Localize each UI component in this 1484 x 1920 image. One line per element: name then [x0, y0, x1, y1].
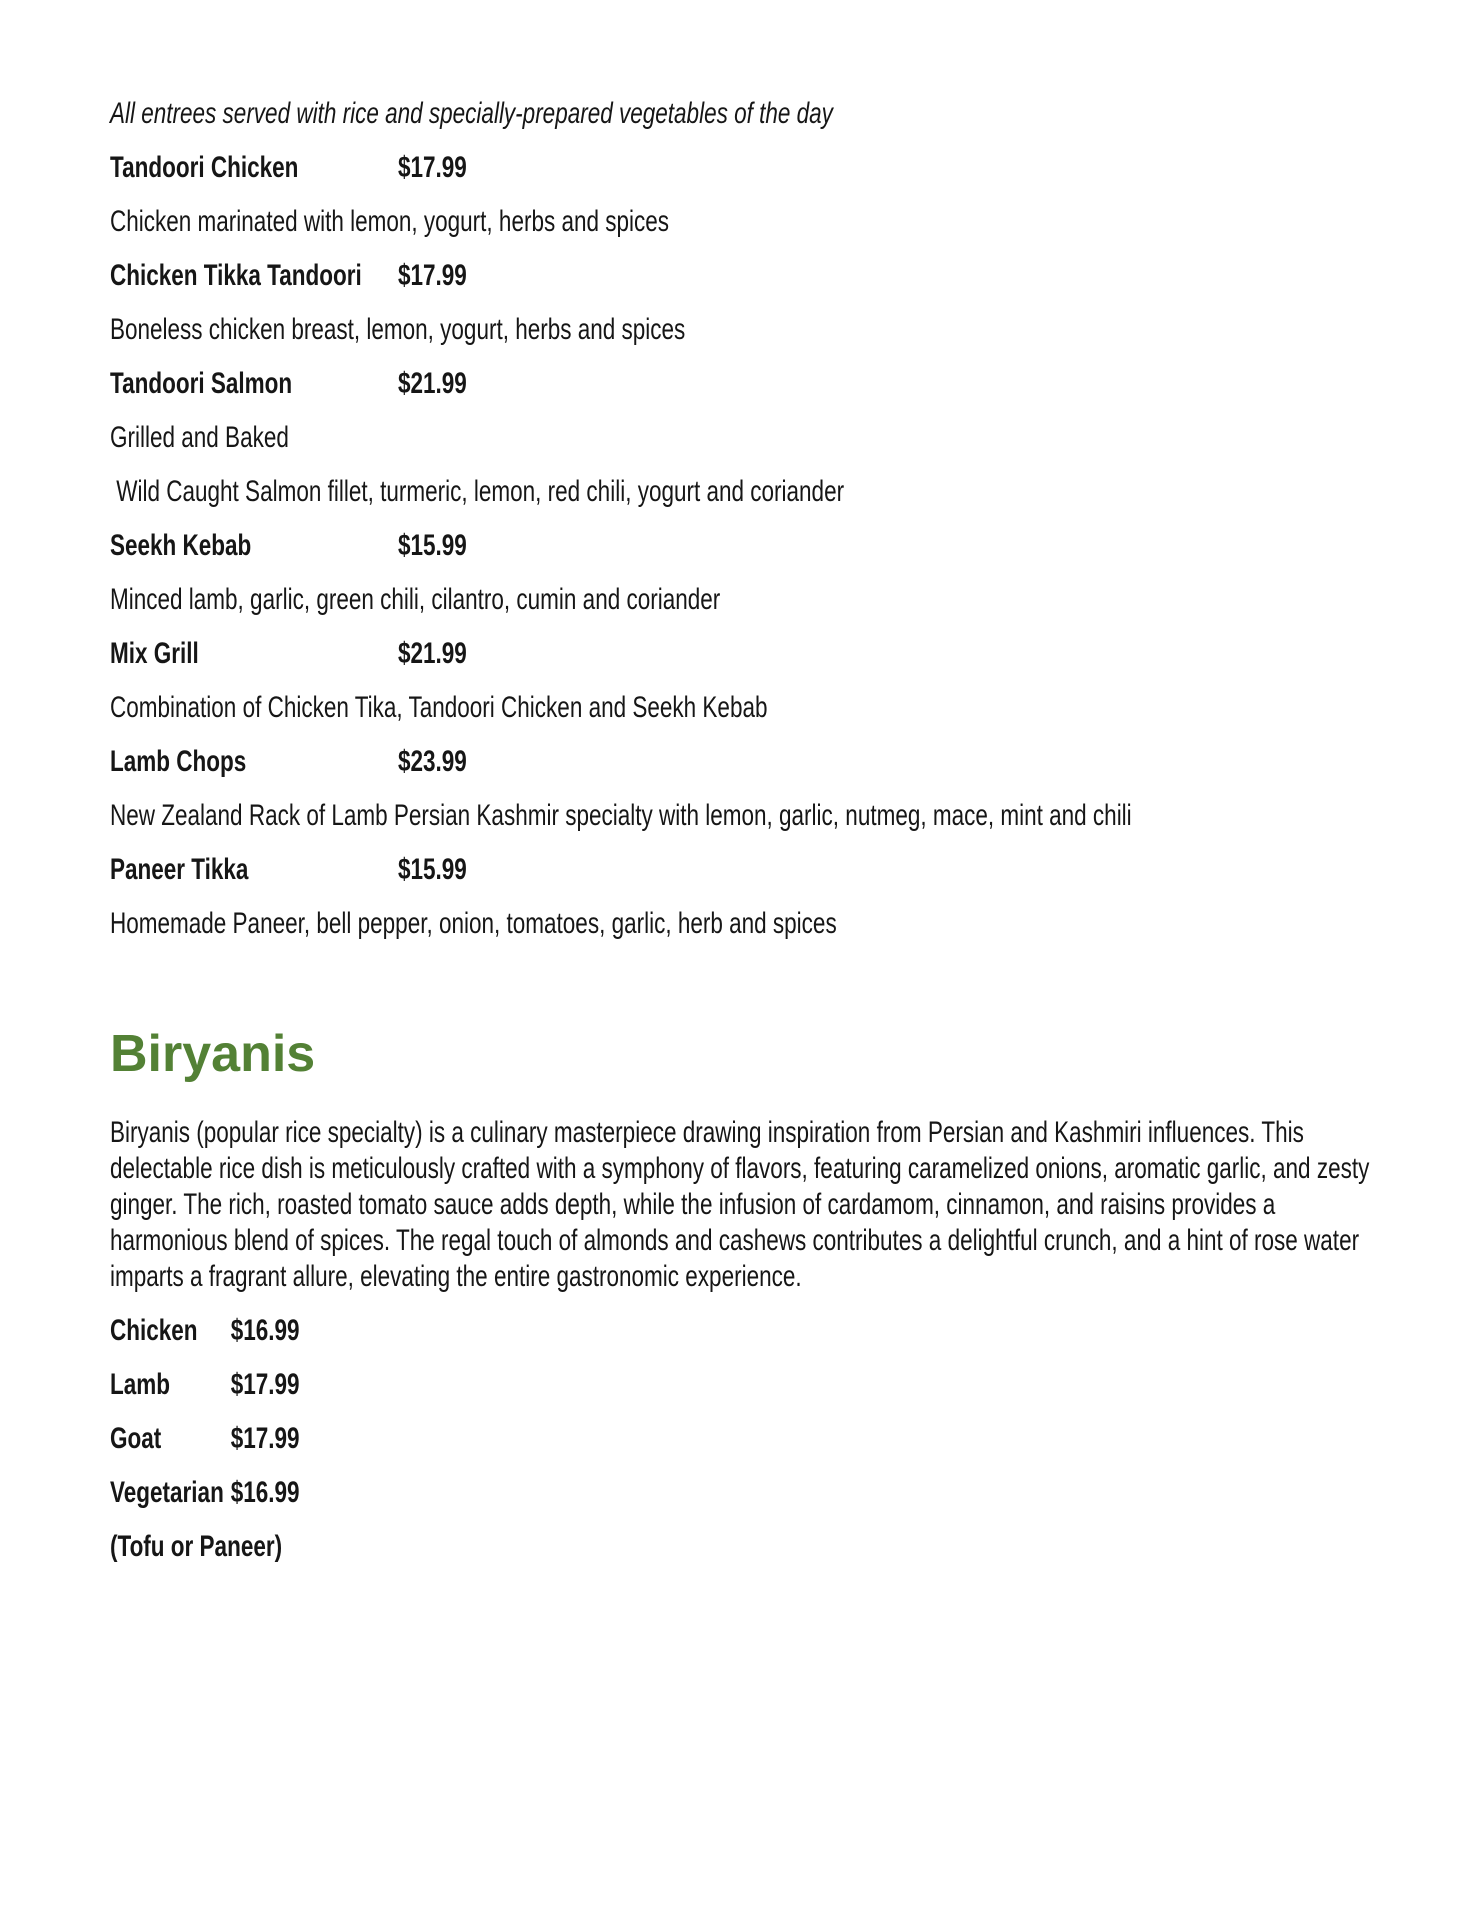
- menu-item-description: Wild Caught Salmon fillet, turmeric, lemon, red chili, yogurt and coriander: [110, 475, 845, 508]
- menu-item-description: Homemade Paneer, bell pepper, onion, tomatoes, garlic, herb and spices: [110, 907, 837, 940]
- menu-item-name: Seekh Kebab: [110, 529, 252, 562]
- menu-item-row: [110, 636, 1394, 672]
- biryani-option-row: [110, 1475, 1394, 1511]
- biryani-option-row: [110, 1367, 1394, 1403]
- menu-item-name: Tandoori Salmon: [110, 367, 293, 400]
- menu-item-row: [110, 150, 1394, 186]
- menu-item-name: Paneer Tikka: [110, 853, 249, 886]
- biryani-option-price: $17.99: [230, 1368, 300, 1401]
- menu-item-price: $15.99: [398, 529, 467, 562]
- biryanis-description: Biryanis (popular rice specialty) is a culinary masterpiece drawing inspiration from Persian and Kashmiri influences. This delectable rice dish is meticulously crafted with a symphony of flavors, featuring caramelized onions, aromatic garlic, and zesty ginger. The rich, roasted tomato sauce adds depth, while the infusion of cardamom, cinnamon, and raisins provides a harmonious blend of spices. The regal touch of almonds and cashews contributes a delightful crunch, and a hint of rose water imparts a fragrant allure, elevating the entire gastronomic experience.: [110, 1116, 1370, 1293]
- biryani-option-price: $16.99: [230, 1476, 300, 1509]
- menu-intro-note: All entrees served with rice and specially-prepared vegetables of the day: [110, 97, 833, 130]
- menu-item-price: $21.99: [398, 637, 467, 670]
- biryani-options-note: (Tofu or Paneer): [110, 1530, 283, 1563]
- menu-item-row: [110, 744, 1394, 780]
- menu-item-name: Lamb Chops: [110, 745, 247, 778]
- menu-item-name: Mix Grill: [110, 637, 199, 670]
- biryani-option-name: Vegetarian: [110, 1476, 224, 1509]
- menu-item-price: $23.99: [398, 745, 467, 778]
- menu-item-name: Chicken Tikka Tandoori: [110, 259, 362, 292]
- menu-item-price: $15.99: [398, 853, 467, 886]
- biryani-option-name: Chicken: [110, 1314, 198, 1347]
- biryani-option-name: Goat: [110, 1422, 162, 1455]
- menu-item-description: Boneless chicken breast, lemon, yogurt, herbs and spices: [110, 313, 686, 346]
- menu-item-row: [110, 366, 1394, 402]
- biryani-option-name: Lamb: [110, 1368, 171, 1401]
- menu-item-price: $21.99: [398, 367, 467, 400]
- biryani-option-row: [110, 1421, 1394, 1457]
- menu-item-name: Tandoori Chicken: [110, 151, 299, 184]
- menu-item-description: Chicken marinated with lemon, yogurt, herbs and spices: [110, 205, 670, 238]
- biryani-option-price: $16.99: [230, 1314, 300, 1347]
- menu-item-row: [110, 852, 1394, 888]
- menu-item-description: Minced lamb, garlic, green chili, cilantro, cumin and coriander: [110, 583, 721, 616]
- menu-item-price: $17.99: [398, 259, 467, 292]
- menu-item-row: [110, 258, 1394, 294]
- menu-item-description: Grilled and Baked: [110, 421, 289, 454]
- section-heading-biryanis: Biryanis: [110, 1025, 316, 1083]
- menu-item-description: New Zealand Rack of Lamb Persian Kashmir specialty with lemon, garlic, nutmeg, mace, mint and chili: [110, 799, 1132, 832]
- biryani-option-price: $17.99: [230, 1422, 300, 1455]
- biryani-option-row: [110, 1313, 1394, 1349]
- menu-item-row: [110, 528, 1394, 564]
- menu-item-description: Combination of Chicken Tika, Tandoori Chicken and Seekh Kebab: [110, 691, 768, 724]
- menu-item-price: $17.99: [398, 151, 467, 184]
